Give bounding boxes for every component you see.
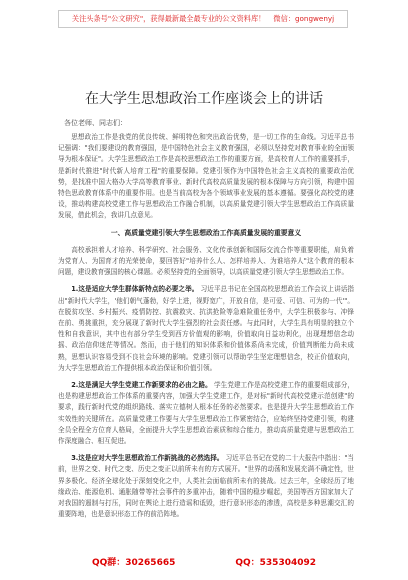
point-1-text: 习近平总书记在全国高校思想政治工作会议上讲话指出"新时代大学生，'他们朝气蓬勃，好学上进，视野宽广，开放自信，是可爱、可信、可为的一代'"。在脱贫攻坚、乡村振兴、疫情防控、抗震救灾、抗洪抢险等急难险重任务中，大学生积极参与、冲锋在前、勇挑重担，充分展现了新时代大学生强烈的社会责任感。与此同时，大学生具有明显的独立个性和自我意识，其中也有部分学生受到西方价值观的影响，价值取向日益功利化，出现理想信念动摇、政治信仰迷茫等情况。然而，由于他们的知识体系和价值体系尚未完成，价值判断能力尚未成熟，思想认识容易受到不良社会环境的影响。党建引领可以帮助学生坚定理想信念，校正价值取向，为大学生思想政治工作提供根本政治保证和价值引领。: [58, 285, 355, 372]
point-2: [58, 380, 354, 447]
point-3-text: 习近平总书记在党的二十大报告中指出："当前，世界之变、时代之变、历史之变正以前所未有的方式展开。"世界的动荡和发展充满不确定性，世界多极化、经济全球化处于深刻变化之中，人类社会面临前所未有的挑战。过去三年，全球经历了地缘政治、能源危机、通胀随带等社会事件的多重冲击，随着中国的稳步崛起，美国等西方国家加大了对我国的遏制与打压，同时在舆论上进行造谣和诋毁，进行意识形态的渗透，高校是多种思潮交汇的重要阵地，也是意识形态工作的前沿阵地。: [58, 454, 354, 519]
point-2-text: 学生党建工作是高校党建工作的重要组成部分，也是构建思想政治工作体系的重要内容，加强大学生党建工作，是对标"新时代高校党建示范创建"的要求，践行新时代党的组织路线、落实立德树人根本任务的必然要求。也是提升大学生思想政治工作实效性的关键所在。高质量党建工作要与大学生思想政治工作紧密结合，应始终坚持党建引领，构建全员全程全方位育人格局，全面提升大学生思想政治素质和综合能力，推动高质量党建与思想政治工作深度融合、相互促进。: [58, 381, 355, 446]
point-1: [58, 284, 354, 374]
document-title: 在大学生思想政治工作座谈会上的讲话: [85, 91, 323, 107]
banner-left-text: 关注头条号"公文研究"，获得最新最全最专业的公文资料库！: [71, 14, 266, 23]
point-3-label: 3.这是应对大学生思想政治工作新挑战的必然选择。: [71, 454, 224, 463]
footer-qq: QQ：535304092: [235, 557, 317, 568]
document-salutation: 各位老师、同志们：: [64, 119, 127, 127]
point-1-label: 1.这是适应大学生群体新特点的必要之举。: [71, 285, 199, 294]
footer-bar: [0, 553, 408, 569]
section-heading: 一、高质量党建引领大学生思想政治工作高质量发展的重要意义: [110, 228, 302, 237]
point-2-label: 2.这是满足大学生党建工作新要求的必由之路。: [71, 381, 212, 390]
point-3: [58, 453, 354, 520]
section-paragraph: 高校承担着人才培养、科学研究、社会服务、文化传承创新和国际交流合作等重要职能，肩负着为党育人、为国育才的光荣使命，要回答好"培养什么人、怎样培养人、为谁培养人"这个教育的根本问题，建设教育强国的核心课题。必须坚持党的全面领导，以高质量党建引领大学生思想政治工作。: [58, 245, 354, 277]
document-body: [58, 132, 354, 527]
intro-paragraph: 思想政治工作是我党的优良传统、鲜明特色和突出政治优势，是一切工作的生命线。习近平总书记强调："我们要建设的教育强国，是中国特色社会主义教育强国，必须以坚持党对教育事业的全面领导为根本保证"。大学生思想政治工作是高校思想政治工作的重要方面，是高校育人工作的重要抓手，是新时代推进"时代新人培育工程"的重要保障。党建引领作为中国特色社会主义高校的重要政治优势，是找准中国大格办大学高等教育事业、新时代高校高质量发展的根本保障与方向引领，构建中国特色思政教育体系中的重要作用。也是当前高校为各个领域事业发展的基本遵循。要强化高校党的建设，推动构建高校党建工作与思想政治工作融合机制，以高质量党建引领大学生思想政治工作高质量发展，借此机会，我讲几点意见。: [58, 133, 354, 220]
footer-qq-group: QQ群：30265665: [91, 557, 176, 568]
banner-right-text: 微信：gongwenyj: [273, 14, 335, 23]
